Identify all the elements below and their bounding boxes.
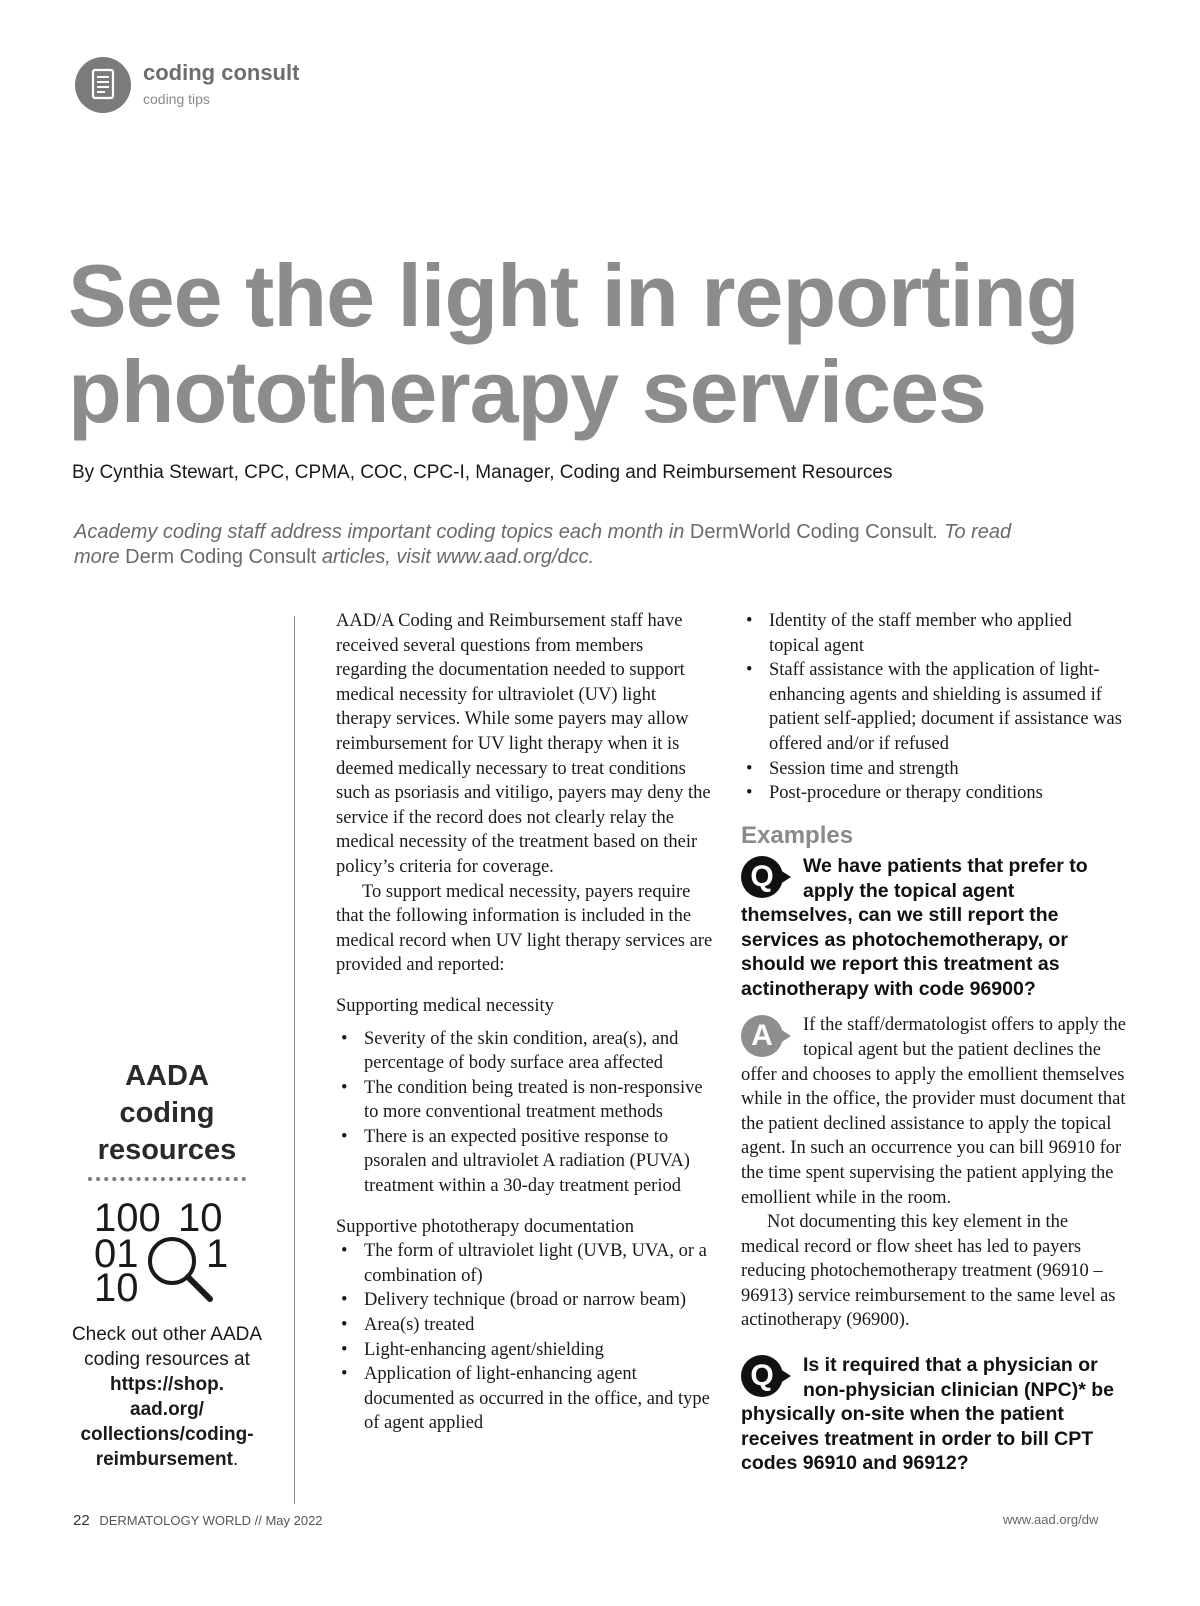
publication-name: DERMATOLOGY WORLD // May 2022	[99, 1513, 323, 1528]
answer-block	[741, 1013, 1126, 1333]
section-subtitle: coding tips	[143, 91, 210, 107]
section-title: coding consult	[143, 60, 300, 85]
list-item: • Staff assistance with the application of light-enhancing agents and shielding is assumed if patient self-applied; document if assistance was offered and/or if refused	[741, 658, 1126, 756]
list-item: • Identity of the staff member who applied topical agent	[741, 609, 1126, 658]
binary-digits: 10	[94, 1266, 139, 1305]
list-item: • Application of light-enhancing agent documented as occurred in the office, and type of agent applied	[336, 1362, 716, 1436]
answer-paragraph: Not documenting this key element in the medical record or flow sheet has led to payers reducing photochemotherapy treatment (96910 – 96913) service reimbursement to the same level as actinotherapy (96900).	[741, 1212, 1116, 1331]
dotted-divider	[88, 1177, 246, 1181]
binary-digits: 10	[178, 1196, 223, 1240]
bullet-list	[741, 609, 1126, 806]
subhead-supporting-necessity: Supporting medical necessity	[336, 995, 554, 1016]
question-letter: Q	[741, 1355, 783, 1397]
answer-icon	[741, 1015, 793, 1059]
bullet-list	[336, 1239, 716, 1436]
sidebar-link-line: aad.org/	[130, 1399, 204, 1420]
sidebar-link[interactable]	[62, 1372, 272, 1472]
binary-digits: 01	[94, 1232, 139, 1276]
body-paragraph: AAD/A Coding and Reimbursement staff have received several questions from members regarding the documentation needed to support medical necessity for ultraviolet (UV) light therapy services. While some payers may allow reimbursement for UV light therapy when it is deemed medically necessary to treat conditions such as psoriasis and vitiligo, payers may deny the service if the record does not clearly relay the medical necessity of the treatment based on their policy’s criteria for coverage.	[336, 611, 711, 877]
intro-part-3: articles, visit www.aad.org/dcc.	[321, 546, 595, 568]
list-item: • Post-procedure or therapy conditions	[741, 781, 1126, 806]
list-item: • Severity of the skin condition, area(s), and percentage of body surface area affected	[336, 1027, 716, 1076]
footer-url[interactable]: www.aad.org/dw	[1003, 1512, 1099, 1527]
sidebar-text	[62, 1322, 272, 1472]
binary-search-graphic	[62, 1193, 272, 1310]
binary-digits: 1	[206, 1232, 229, 1276]
question-icon	[741, 856, 793, 900]
question-text: Is it required that a physician or non-physician clinician (NPC)* be physically on-site when the patient receives treatment in order to bill CPT codes 96910 and 96912?	[741, 1354, 1114, 1475]
intro-publication-2: Derm Coding Consult	[125, 546, 317, 568]
body-column-middle	[336, 609, 716, 1436]
list-item: • There is an expected positive response to psoralen and ultraviolet A radiation (PUVA) treatment within a 30-day treatment period	[336, 1125, 716, 1199]
question-icon	[741, 1355, 793, 1399]
answer-letter: A	[741, 1015, 783, 1057]
sidebar-body: Check out other AADA coding resources at	[71, 1324, 263, 1370]
question-block	[741, 1353, 1126, 1476]
question-letter: Q	[741, 856, 783, 898]
body-column-right	[741, 609, 1126, 1476]
sidebar-title-line: resources	[97, 1134, 237, 1166]
sidebar-title-line: coding	[119, 1097, 215, 1129]
headline-line-1: See the light in reporting	[68, 246, 1079, 345]
bullet-list	[336, 1027, 716, 1199]
answer-paragraph: If the staff/dermatologist offers to apply the topical agent but the patient declines the offer and chooses to apply the emollient themselves while in the office, the provider must document that the patient declined assistance to apply the topical agent. In such an occurrence you can bill 96910 for the time spent supervising the patient applying the emollient while in the room.	[741, 1015, 1126, 1208]
column-divider	[294, 616, 295, 1504]
subhead-phototherapy-documentation: Supportive phototherapy documentation	[336, 1216, 634, 1237]
binary-digits: 100	[94, 1196, 161, 1240]
list-item: • Session time and strength	[741, 757, 1126, 782]
footer-left	[73, 1512, 323, 1529]
document-icon	[75, 57, 131, 113]
binary-magnifier-icon	[92, 1193, 242, 1305]
sidebar-title-line: AADA	[125, 1060, 209, 1092]
question-text: We have patients that prefer to apply the topical agent themselves, can we still report the services as photochemotherapy, or should we report this treatment as actinotherapy with code 96900?	[741, 855, 1088, 1000]
sidebar-title	[62, 1058, 272, 1169]
intro-part-1: Academy coding staff address important coding topics each month in	[74, 521, 685, 543]
sidebar-resources	[62, 1058, 272, 1472]
question-block	[741, 854, 1126, 1001]
examples-heading: Examples	[741, 821, 854, 849]
headline-line-2: phototherapy services	[68, 342, 986, 441]
sidebar-link-line: reimbursement	[95, 1449, 233, 1470]
list-item: • Area(s) treated	[336, 1313, 716, 1338]
intro-part-2: . To read more	[74, 521, 1012, 568]
list-item: • The form of ultraviolet light (UVB, UVA, or a combination of)	[336, 1239, 716, 1288]
list-item: • Light-enhancing agent/shielding	[336, 1338, 716, 1363]
article-headline	[68, 248, 1178, 440]
section-badge	[75, 57, 131, 113]
sidebar-link-line: https://shop.	[110, 1374, 224, 1395]
intro-publication-1: DermWorld Coding Consult	[689, 521, 933, 543]
byline: By Cynthia Stewart, CPC, CPMA, COC, CPC-I, Manager, Coding and Reimbursement Resources	[72, 462, 893, 483]
list-item: • Delivery technique (broad or narrow beam)	[336, 1288, 716, 1313]
body-paragraph: To support medical necessity, payers require that the following information is included in the medical record when UV light therapy services are provided and reported:	[336, 881, 713, 976]
page-number: 22	[73, 1512, 90, 1529]
list-item: • The condition being treated is non-responsive to more conventional treatment methods	[336, 1076, 716, 1125]
sidebar-link-period: .	[233, 1449, 239, 1470]
sidebar-link-line: collections/coding-	[80, 1424, 254, 1445]
intro-text	[74, 520, 1024, 570]
